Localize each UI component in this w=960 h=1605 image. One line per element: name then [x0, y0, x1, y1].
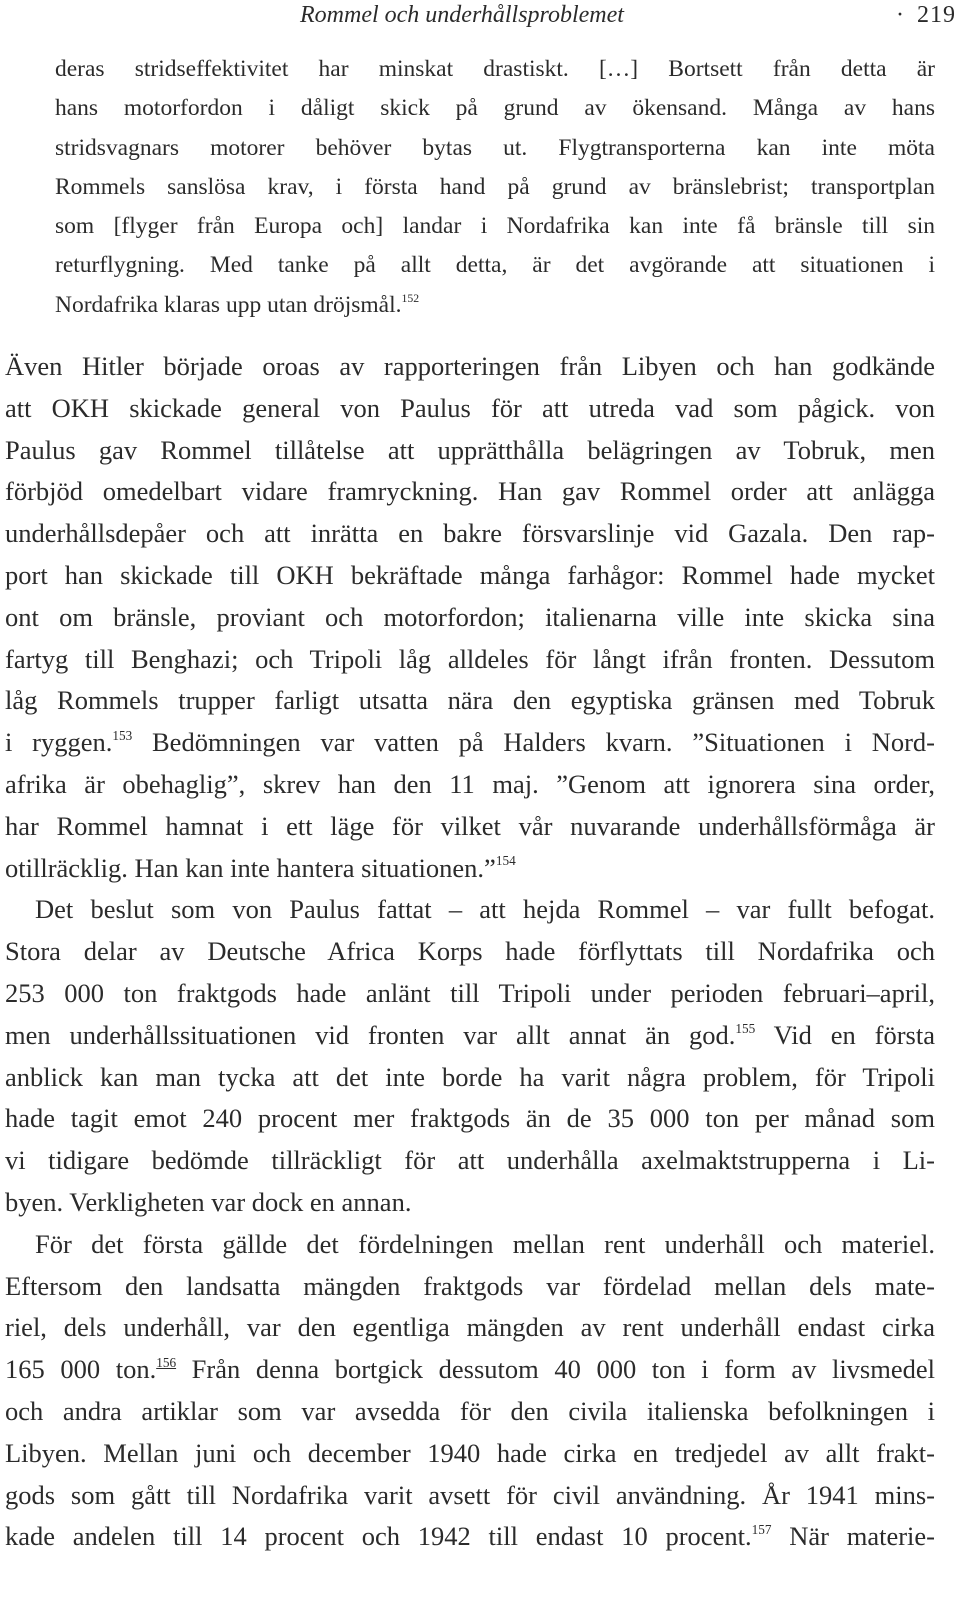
- paragraph-3-line: gods som gått till Nordafrika varit avsett för civil användning. År 1941 mins-: [5, 1479, 935, 1510]
- paragraph-2-line: [5, 1015, 935, 1057]
- footnote-ref-155: 155: [735, 1020, 756, 1036]
- line-text: Bedömningen var vatten på Halders kvarn. ”Situationen i Nord-: [132, 727, 935, 758]
- quote-line: stridsvagnars motorer behöver bytas ut. Flygtransporterna kan inte möta: [55, 134, 935, 161]
- page-number-area: [896, 0, 956, 30]
- paragraph-2-line: vi tidigare bedömde tillräckligt för att underhålla axelmaktstrupperna i Li-: [5, 1145, 935, 1176]
- paragraph-1-line: ont om bränsle, proviant och motorfordon; italienarna ville inte skicka sina: [5, 601, 935, 632]
- paragraph-1-line: [5, 722, 935, 764]
- line-text: kade andelen till 14 procent och 1942 till endast 10 procent.: [5, 1521, 752, 1552]
- paragraph-1-line: port han skickade till OKH bekräftade många farhågor: Rommel hade mycket: [5, 559, 935, 590]
- paragraph-3-line: Eftersom den landsatta mängden fraktgods var fördelad mellan dels mate-: [5, 1270, 935, 1301]
- footnote-ref-157: 157: [751, 1522, 772, 1538]
- paragraph-2-line: Det beslut som von Paulus fattat – att hejda Rommel – var fullt befogat.: [35, 894, 935, 925]
- line-text: Från denna bortgick dessutom 40 000 ton i form av livsmedel: [176, 1354, 935, 1385]
- footnote-ref-156[interactable]: 156: [156, 1354, 177, 1370]
- footnote-ref-153: 153: [112, 728, 133, 744]
- paragraph-3-line: [5, 1349, 935, 1391]
- paragraph-2-line: anblick kan man tycka att det inte borde ha varit några problem, för Tripoli: [5, 1061, 935, 1092]
- line-text: 165 000 ton.: [5, 1354, 157, 1385]
- paragraph-1-line: underhållsdepåer och att inrätta en bakre försvarslinje vid Gazala. Den rap-: [5, 518, 935, 549]
- paragraph-1-line: Paulus gav Rommel tillåtelse att upprätthålla belägringen av Tobruk, men: [5, 434, 935, 465]
- running-header: [0, 0, 958, 30]
- paragraph-3-line: [5, 1516, 935, 1558]
- quote-line: returflygning. Med tanke på allt detta, är det avgörande att situationen i: [55, 252, 935, 279]
- footnote-ref-152: 152: [401, 291, 420, 305]
- paragraph-1-line: låg Rommels trupper farligt utsatta nära den egyptiska gränsen med Tobruk: [5, 685, 935, 716]
- paragraph-2-line: byen. Verkligheten var dock en annan.: [5, 1186, 412, 1217]
- quote-line-text: Nordafrika klaras upp utan dröjsmål.: [55, 291, 402, 318]
- line-text: Vid en första: [755, 1019, 935, 1050]
- paragraph-2-line: hade tagit emot 240 procent mer fraktgods än de 35 000 ton per månad som: [5, 1103, 935, 1134]
- paragraph-1-line: förbjöd omedelbart vidare framryckning. Han gav Rommel order att anlägga: [5, 476, 935, 507]
- paragraph-1-line: [5, 848, 935, 890]
- paragraph-2-line: 253 000 ton fraktgods hade anlänt till Tripoli under perioden februari–april,: [5, 977, 935, 1008]
- line-text: men underhållssituationen vid fronten var allt annat än god.: [5, 1019, 736, 1050]
- main-text: [5, 346, 935, 1558]
- paragraph-2-line: Stora delar av Deutsche Africa Korps hade förflyttats till Nordafrika och: [5, 936, 935, 967]
- block-quote: [55, 50, 935, 325]
- paragraph-1-line: fartyg till Benghazi; och Tripoli låg alldeles för långt ifrån fronten. Dessutom: [5, 643, 935, 674]
- quote-line: hans motorfordon i dåligt skick på grund av ökensand. Många av hans: [55, 95, 935, 122]
- paragraph-3-line: Libyen. Mellan juni och december 1940 hade cirka en tredjedel av allt frakt-: [5, 1437, 935, 1468]
- paragraph-1-line: Även Hitler började oroas av rapporteringen från Libyen och han godkände: [5, 351, 935, 381]
- quote-line: Rommels sanslösa krav, i första hand på grund av bränslebrist; transportplan: [55, 173, 935, 200]
- line-text: i ryggen.: [5, 727, 113, 758]
- page-number: 219: [917, 2, 956, 28]
- quote-line-last: [55, 286, 935, 325]
- paragraph-3-line: riel, dels underhåll, var den egentliga mängden av rent underhåll endast cirka: [5, 1312, 935, 1343]
- page-number-separator: ·: [896, 2, 905, 28]
- paragraph-1-line: afrika är obehaglig”, skrev han den 11 maj. ”Genom att ignorera sina order,: [5, 768, 935, 799]
- paragraph-3-line: För det första gällde det fördelningen mellan rent underhåll och materiel.: [35, 1228, 935, 1259]
- line-text: otillräcklig. Han kan inte hantera situationen.”: [5, 852, 496, 883]
- paragraph-1-line: har Rommel hamnat i ett läge för vilket vår nuvarande underhållsförmåga är: [5, 810, 935, 841]
- running-title: Rommel och underhållsproblemet: [300, 2, 624, 28]
- footnote-ref-154: 154: [495, 853, 516, 869]
- paragraph-1-line: att OKH skickade general von Paulus för att utreda vad som pågick. von: [5, 392, 935, 423]
- paragraph-3-line: och andra artiklar som var avsedda för den civila italienska befolkningen i: [5, 1395, 935, 1426]
- quote-line: deras stridseffektivitet har minskat drastiskt. […] Bortsett från detta är: [55, 56, 935, 82]
- quote-line: som [flyger från Europa och] landar i Nordafrika kan inte få bränsle till sin: [55, 213, 935, 240]
- line-text: När materie-: [771, 1521, 935, 1552]
